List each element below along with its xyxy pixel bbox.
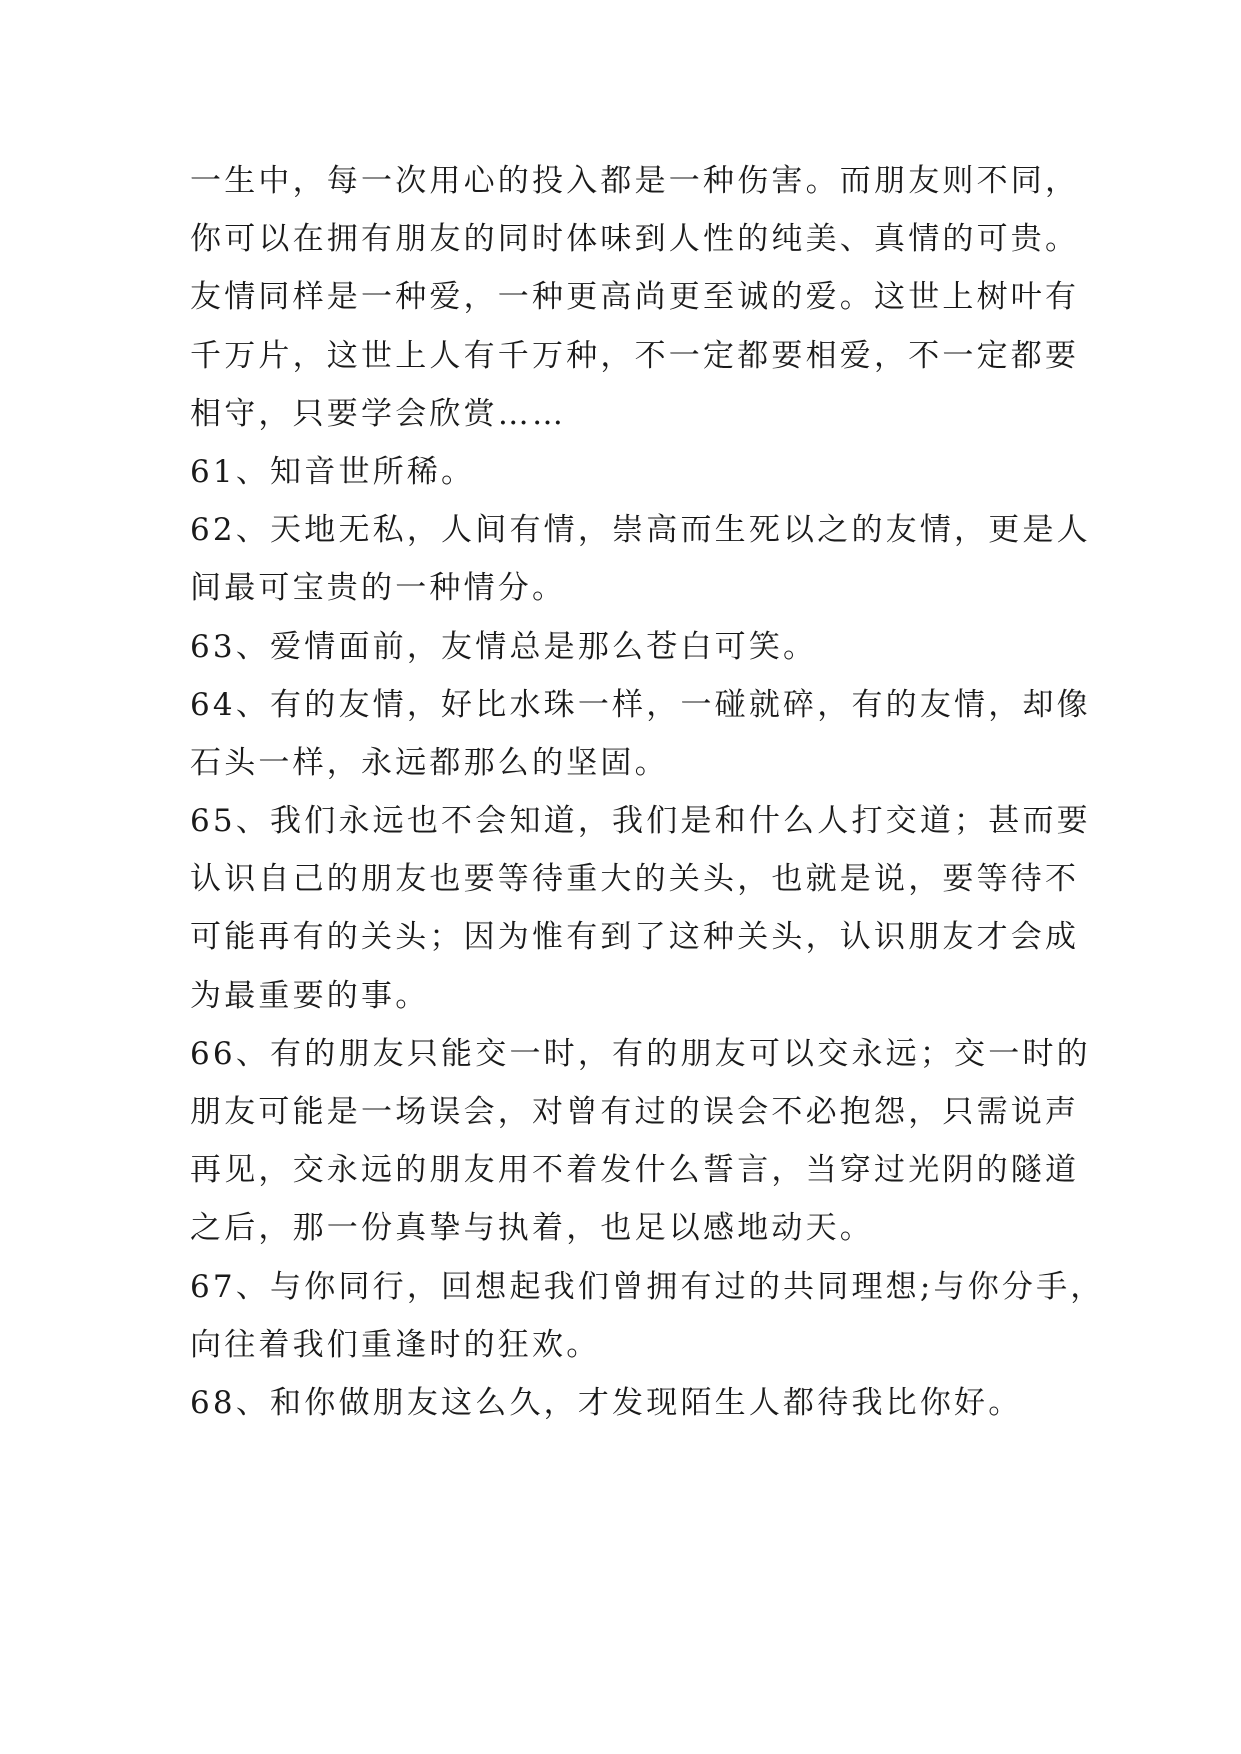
text-line: 间最可宝贵的一种情分。 (190, 570, 567, 607)
text-line: 66、有的朋友只能交一时，有的朋友可以交永远；交一时的 (190, 1035, 1091, 1072)
text-line: 友情同样是一种爱，一种更高尚更至诚的爱。这世上树叶有 (190, 279, 1080, 316)
text-line: 你可以在拥有朋友的同时体味到人性的纯美、真情的可贵。 (190, 221, 1080, 258)
text-line: 一生中，每一次用心的投入都是一种伤害。而朋友则不同， (190, 163, 1080, 199)
text-line: 认识自己的朋友也要等待重大的关头，也就是说，要等待不 (190, 861, 1080, 898)
document-body (190, 152, 1105, 1432)
text-line: 63、爱情面前，友情总是那么苍白可笑。 (190, 628, 818, 665)
text-line: 再见，交永远的朋友用不着发什么誓言，当穿过光阴的隧道 (190, 1152, 1080, 1189)
text-line: 为最重要的事。 (190, 977, 430, 1014)
text-line: 61、知音世所稀。 (190, 453, 476, 490)
text-line: 朋友可能是一场误会，对曾有过的误会不必抱怨，只需说声 (190, 1094, 1080, 1130)
text-line: 67、与你同行，回想起我们曾拥有过的共同理想;与你分手， (190, 1268, 1105, 1305)
text-line: 65、我们永远也不会知道，我们是和什么人打交道；甚而要 (190, 803, 1091, 840)
text-line: 向往着我们重逢时的狂欢。 (190, 1326, 601, 1363)
text-line: 68、和你做朋友这么久，才发现陌生人都待我比你好。 (190, 1384, 1023, 1421)
text-line: 可能再有的关头；因为惟有到了这种关头，认识朋友才会成 (190, 919, 1080, 956)
text-line: 相守，只要学会欣赏…… (190, 395, 567, 432)
text-line: 64、有的友情，好比水珠一样，一碰就碎，有的友情，却像 (190, 686, 1091, 723)
text-line: 千万片，这世上人有千万种，不一定都要相爱，不一定都要 (190, 337, 1080, 374)
text-line: 之后，那一份真挚与执着，也足以感地动天。 (190, 1210, 874, 1247)
text-line: 石头一样，永远都那么的坚固。 (190, 744, 669, 781)
text-line: 62、天地无私，人间有情，崇高而生死以之的友情，更是人 (190, 512, 1091, 549)
